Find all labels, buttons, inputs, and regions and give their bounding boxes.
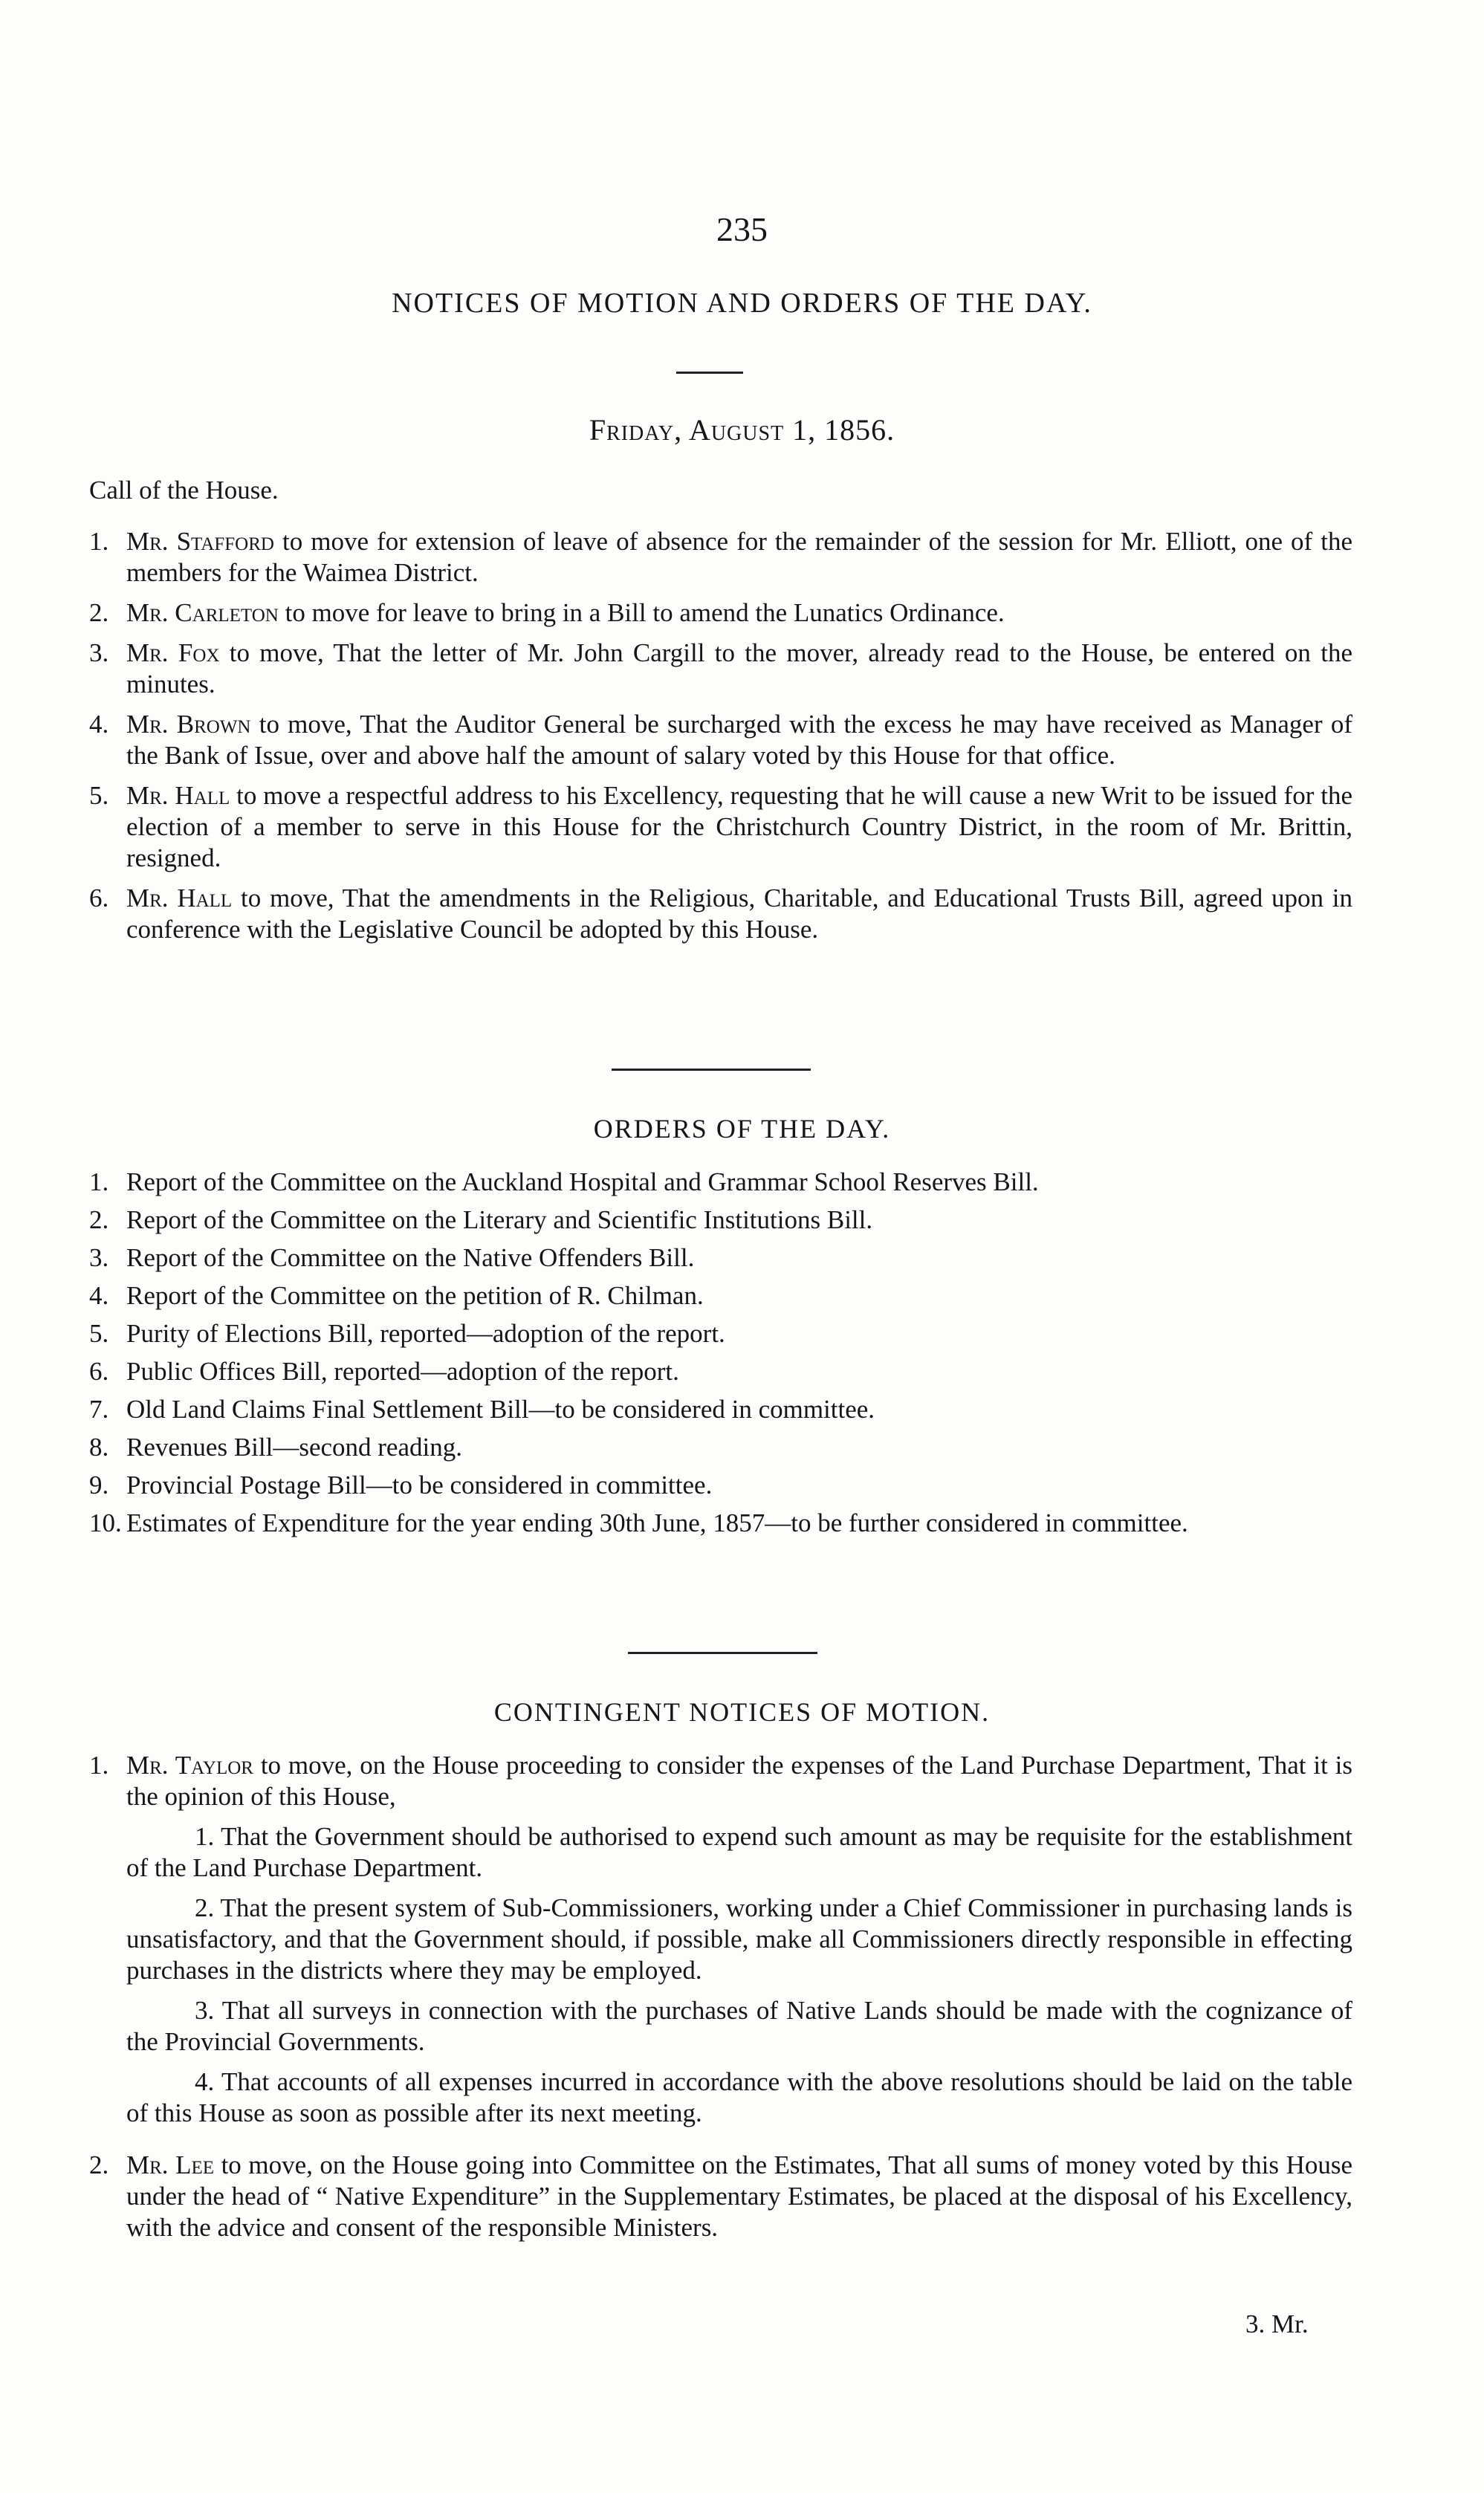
- order-text: Report of the Committee on the Auckland Hospital and Grammar School Reserves Bill.: [126, 1167, 1039, 1196]
- resolutions: [89, 1821, 1352, 2129]
- order-item: [89, 1242, 1352, 1273]
- order-number: 6.: [89, 1357, 109, 1386]
- order-text: Report of the Committee on the Literary and Scientific Institutions Bill.: [126, 1205, 873, 1234]
- order-number: 9.: [89, 1471, 109, 1500]
- notices-list: [89, 526, 1352, 954]
- page-number: 235: [716, 210, 768, 248]
- resolution: 2. That the present system of Sub-Commissioners, working under a Chief Commissioner in purchasing lands is unsatisfactory, and that the Government should, if possible, make all Commissioners directly responsible in effecting purchases in the districts where they may be employed.: [126, 1893, 1352, 1985]
- notice-number: 4.: [89, 710, 109, 739]
- order-text: Estimates of Expenditure for the year ending 30th June, 1857—to be further considered in committee.: [126, 1508, 1188, 1537]
- order-item: [89, 1508, 1352, 1538]
- order-text: Revenues Bill—second reading.: [126, 1433, 462, 1462]
- notice-item: [89, 780, 1352, 874]
- notice-text: to move a respectful address to his Excellency, requesting that he will cause a new Writ to be issued for the election of a member to serve in this House for the Christchurch Country District, in the room of Mr. Brittin, resigned.: [126, 781, 1352, 872]
- contingent-list: [89, 1750, 1352, 2243]
- order-item: [89, 1280, 1352, 1311]
- contingent-text: to move, on the House going into Committee on the Estimates, That all sums of money voted by this House under the head of “ Native Expenditure” in the Supplementary Estimates, be placed at the disposal of his Excellency, with the advice and consent of the responsible Ministers.: [126, 2150, 1352, 2242]
- notice-number: 1.: [89, 527, 109, 556]
- page-title: NOTICES OF MOTION AND ORDERS OF THE DAY.: [392, 288, 1092, 319]
- resolution: 4. That accounts of all expenses incurred in accordance with the above resolutions should be laid on the table of this House as soon as possible after its next meeting.: [126, 2067, 1352, 2127]
- order-item: [89, 1356, 1352, 1387]
- notice-item: [89, 638, 1352, 700]
- contingent-item: [89, 2150, 1352, 2243]
- order-item: [89, 1470, 1352, 1500]
- order-number: 8.: [89, 1433, 109, 1462]
- notice-text: to move, That the letter of Mr. John Cargill to the mover, already read to the House, be entered on the minutes.: [126, 638, 1352, 698]
- divider: [612, 1069, 811, 1071]
- notice-text: to move, That the Auditor General be surcharged with the excess he may have received as Manager of the Bank of Issue, over and above half the amount of salary voted by this House for that office.: [126, 710, 1352, 770]
- order-number: 10.: [89, 1508, 122, 1537]
- order-number: 4.: [89, 1281, 109, 1310]
- divider: [628, 1652, 817, 1654]
- resolution: 3. That all surveys in connection with the purchases of Native Lands should be made with the cognizance of the Provincial Governments.: [126, 1996, 1352, 2056]
- contingent-number: 1.: [89, 1751, 109, 1780]
- contingent-text: to move, on the House proceeding to consider the expenses of the Land Purchase Department, That it is the opinion of this House,: [126, 1751, 1353, 1811]
- member-name: Mr. Brown: [126, 710, 251, 739]
- notice-item: [89, 709, 1352, 771]
- order-item: [89, 1394, 1352, 1424]
- notice-item: [89, 526, 1352, 589]
- order-number: 2.: [89, 1205, 109, 1234]
- resolution: 1. That the Government should be authorised to expend such amount as may be requisite for the establishment of the Land Purchase Department.: [126, 1822, 1352, 1882]
- member-name: Mr. Lee: [126, 2150, 215, 2179]
- order-text: Report of the Committee on the petition of R. Chilman.: [126, 1281, 704, 1310]
- member-name: Mr. Stafford: [126, 527, 274, 556]
- member-name: Mr. Hall: [126, 884, 233, 912]
- order-text: Provincial Postage Bill—to be considered in committee.: [126, 1471, 713, 1500]
- contingent-number: 2.: [89, 2150, 109, 2179]
- order-item: [89, 1205, 1352, 1235]
- date-heading: Friday, August 1, 1856.: [589, 413, 895, 447]
- order-item: [89, 1432, 1352, 1462]
- notice-number: 3.: [89, 638, 109, 667]
- contingent-heading: CONTINGENT NOTICES OF MOTION.: [493, 1697, 991, 1727]
- order-number: 5.: [89, 1319, 109, 1348]
- order-text: Report of the Committee on the Native Offenders Bill.: [126, 1243, 695, 1272]
- order-text: Old Land Claims Final Settlement Bill—to be considered in committee.: [126, 1395, 875, 1424]
- notice-item: [89, 597, 1352, 629]
- notice-text: to move for leave to bring in a Bill to amend the Lunatics Ordinance.: [278, 598, 1005, 627]
- member-name: Mr. Carleton: [126, 598, 279, 627]
- order-text: Purity of Elections Bill, reported—adoption of the report.: [126, 1319, 725, 1348]
- order-number: 3.: [89, 1243, 109, 1272]
- member-name: Mr. Hall: [126, 781, 230, 810]
- divider-short: [676, 372, 743, 374]
- orders-list: [89, 1167, 1352, 1546]
- order-text: Public Offices Bill, reported—adoption of the report.: [126, 1357, 679, 1386]
- member-name: Mr. Taylor: [126, 1751, 253, 1780]
- catchword: 3. Mr.: [1245, 2309, 1309, 2338]
- notice-text: to move, That the amendments in the Religious, Charitable, and Educational Trusts Bill, agreed upon in conference with the Legislative Council be adopted by this House.: [126, 884, 1353, 944]
- orders-heading: ORDERS OF THE DAY.: [593, 1114, 891, 1144]
- notice-number: 2.: [89, 598, 109, 627]
- order-item: [89, 1167, 1352, 1197]
- member-name: Mr. Fox: [126, 638, 220, 667]
- order-item: [89, 1318, 1352, 1349]
- order-number: 1.: [89, 1167, 109, 1196]
- notice-number: 5.: [89, 781, 109, 810]
- notice-text: to move for extension of leave of absence for the remainder of the session for Mr. Elliott, one of the members for the Waimea District.: [126, 527, 1352, 587]
- notice-number: 6.: [89, 884, 109, 912]
- order-number: 7.: [89, 1395, 109, 1424]
- notice-item: [89, 883, 1352, 945]
- contingent-item: [89, 1750, 1352, 1812]
- call-of-house: Call of the House.: [89, 476, 279, 505]
